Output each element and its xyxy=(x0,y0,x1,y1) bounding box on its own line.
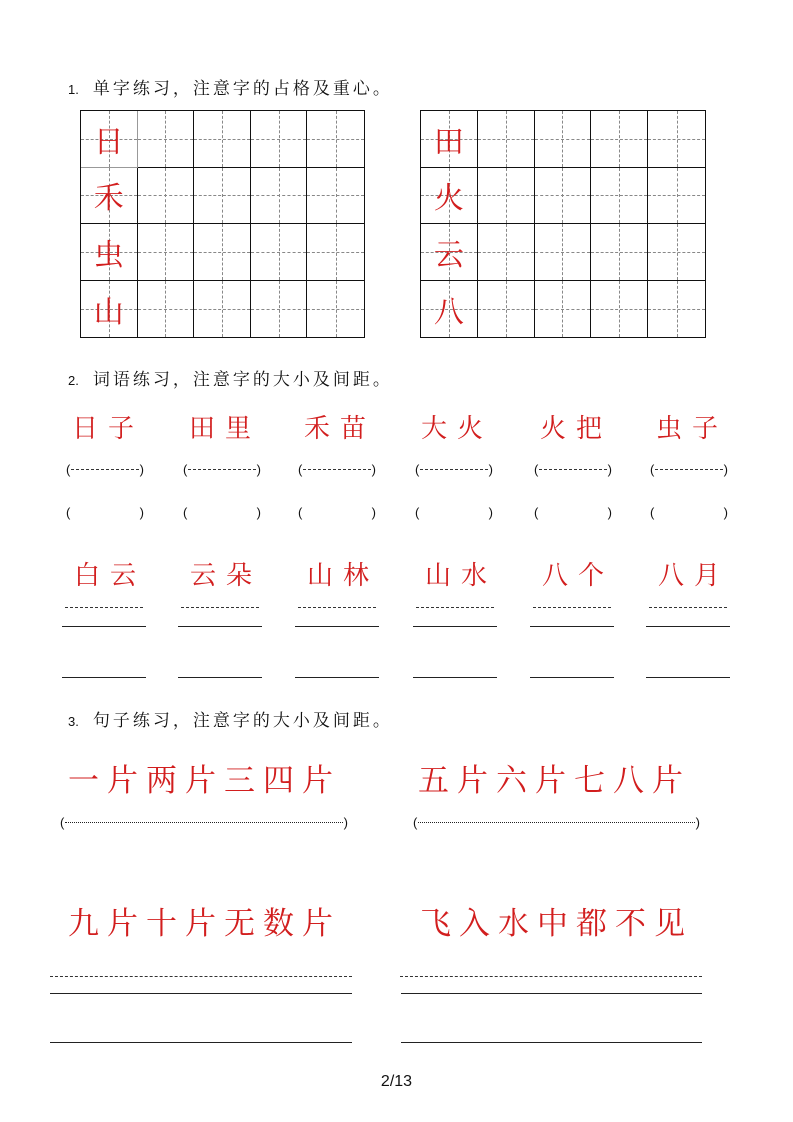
model-char: 山 xyxy=(93,294,124,330)
writing-line[interactable] xyxy=(62,626,146,627)
paren-open: ( xyxy=(66,505,71,520)
paren-close: ) xyxy=(256,505,261,520)
writing-line[interactable] xyxy=(295,677,379,678)
writing-line[interactable] xyxy=(646,626,730,627)
paren-open: ( xyxy=(60,815,65,830)
practice-cell[interactable] xyxy=(251,168,308,225)
writing-line[interactable] xyxy=(530,677,614,678)
practice-cell[interactable] xyxy=(478,111,535,168)
model-char-cell xyxy=(81,224,138,281)
paren-close: ) xyxy=(488,505,493,520)
paren-close: ) xyxy=(371,462,376,477)
writing-line[interactable] xyxy=(62,677,146,678)
practice-cell[interactable] xyxy=(591,111,648,168)
paren-open: ( xyxy=(534,462,539,477)
paren-close: ) xyxy=(343,815,348,830)
pinyin-answer-paren[interactable] xyxy=(534,462,612,477)
practice-cell[interactable] xyxy=(535,168,592,225)
practice-cell[interactable] xyxy=(307,224,364,281)
practice-cell[interactable] xyxy=(591,168,648,225)
practice-cell[interactable] xyxy=(648,281,705,338)
model-char-cell xyxy=(81,281,138,338)
sentence-2: 五片六片七八片 xyxy=(418,763,691,799)
pinyin-answer-paren[interactable] xyxy=(66,462,144,477)
paren-close: ) xyxy=(723,462,728,477)
word-item: 大火 xyxy=(421,414,494,444)
pinyin-answer-paren[interactable] xyxy=(650,462,728,477)
page-number: 2/13 xyxy=(380,1073,413,1090)
section-1-heading xyxy=(68,74,393,99)
sentence-1-answer-paren[interactable] xyxy=(60,815,348,830)
dotted-guide xyxy=(533,607,611,608)
word-item: 白云 xyxy=(74,561,147,591)
writing-line[interactable] xyxy=(295,626,379,627)
sentence-3-writing-line-2[interactable] xyxy=(50,1042,352,1043)
section-1-number: 1. xyxy=(68,82,79,97)
sentence-2-answer-paren[interactable] xyxy=(413,815,700,830)
practice-cell[interactable] xyxy=(194,111,251,168)
model-char: 禾 xyxy=(93,181,124,217)
model-char: 田 xyxy=(433,124,464,160)
model-char-cell xyxy=(81,111,138,168)
practice-cell[interactable] xyxy=(138,168,195,225)
model-char: 八 xyxy=(433,294,464,330)
paren-open: ( xyxy=(298,462,303,477)
practice-cell[interactable] xyxy=(194,224,251,281)
practice-cell[interactable] xyxy=(535,224,592,281)
model-char-cell xyxy=(421,168,478,225)
dotted-guide xyxy=(416,607,494,608)
paren-close: ) xyxy=(139,505,144,520)
model-char: 火 xyxy=(433,181,464,217)
writing-line[interactable] xyxy=(178,626,262,627)
section-2-number: 2. xyxy=(68,373,79,388)
dotted-line xyxy=(188,469,255,470)
answer-paren[interactable] xyxy=(534,505,612,520)
practice-cell[interactable] xyxy=(307,281,364,338)
sentence-4-dotted-guide xyxy=(400,976,702,977)
practice-cell[interactable] xyxy=(648,168,705,225)
section-3-heading xyxy=(68,706,393,731)
paren-open: ( xyxy=(534,505,539,520)
dotted-line xyxy=(420,469,487,470)
paren-close: ) xyxy=(607,462,612,477)
word-item: 八个 xyxy=(542,561,615,591)
dotted-line xyxy=(418,822,694,823)
practice-cell[interactable] xyxy=(307,168,364,225)
model-char: 日 xyxy=(93,124,124,160)
writing-line[interactable] xyxy=(178,677,262,678)
word-item: 田里 xyxy=(189,414,262,444)
paren-close: ) xyxy=(607,505,612,520)
paren-open: ( xyxy=(650,462,655,477)
writing-line[interactable] xyxy=(530,626,614,627)
practice-cell[interactable] xyxy=(648,111,705,168)
word-item: 云朵 xyxy=(190,561,263,591)
paren-close: ) xyxy=(488,462,493,477)
section-3-number: 3. xyxy=(68,714,79,729)
pinyin-answer-paren[interactable] xyxy=(183,462,261,477)
pinyin-answer-paren[interactable] xyxy=(298,462,376,477)
dotted-guide xyxy=(649,607,727,608)
paren-close: ) xyxy=(371,505,376,520)
dotted-guide xyxy=(181,607,259,608)
practice-cell[interactable] xyxy=(138,281,195,338)
word-item: 禾苗 xyxy=(304,414,377,444)
practice-cell[interactable] xyxy=(138,224,195,281)
paren-open: ( xyxy=(66,462,71,477)
paren-open: ( xyxy=(415,462,420,477)
model-char-cell xyxy=(81,168,138,225)
sentence-3: 九片十片无数片 xyxy=(68,906,341,942)
answer-paren[interactable] xyxy=(650,505,728,520)
sentence-3-writing-line-1[interactable] xyxy=(50,993,352,994)
dotted-guide xyxy=(298,607,376,608)
answer-paren[interactable] xyxy=(66,505,144,520)
section-2-title: 词语练习，注意字的大小及间距。 xyxy=(92,370,393,390)
paren-open: ( xyxy=(183,505,188,520)
section-3-title: 句子练习，注意字的大小及间距。 xyxy=(92,711,393,731)
paren-open: ( xyxy=(650,505,655,520)
paren-close: ) xyxy=(256,462,261,477)
answer-paren[interactable] xyxy=(183,505,261,520)
paren-close: ) xyxy=(139,462,144,477)
tianzige-grid-right xyxy=(420,110,706,338)
answer-paren[interactable] xyxy=(415,505,493,520)
word-item: 山水 xyxy=(425,561,498,591)
section-1-title: 单字练习，注意字的占格及重心。 xyxy=(92,79,393,99)
practice-cell[interactable] xyxy=(307,111,364,168)
word-item: 八月 xyxy=(658,561,731,591)
practice-cell[interactable] xyxy=(194,281,251,338)
practice-cell[interactable] xyxy=(478,168,535,225)
practice-cell[interactable] xyxy=(138,111,195,168)
dotted-line xyxy=(655,469,722,470)
model-char-cell xyxy=(421,224,478,281)
writing-line[interactable] xyxy=(646,677,730,678)
practice-cell[interactable] xyxy=(478,224,535,281)
dotted-guide xyxy=(65,607,143,608)
section-2-heading xyxy=(68,365,393,390)
writing-line[interactable] xyxy=(413,626,497,627)
paren-open: ( xyxy=(415,505,420,520)
practice-cell[interactable] xyxy=(251,111,308,168)
paren-open: ( xyxy=(298,505,303,520)
dotted-line xyxy=(65,822,342,823)
practice-cell[interactable] xyxy=(535,111,592,168)
practice-cell[interactable] xyxy=(194,168,251,225)
model-char-cell xyxy=(421,111,478,168)
practice-cell[interactable] xyxy=(251,281,308,338)
model-char: 虫 xyxy=(93,237,124,273)
word-item: 火把 xyxy=(540,414,613,444)
dotted-line xyxy=(303,469,370,470)
paren-close: ) xyxy=(695,815,700,830)
tianzige-grid-left xyxy=(80,110,365,338)
dotted-line xyxy=(539,469,606,470)
practice-cell[interactable] xyxy=(591,281,648,338)
practice-cell[interactable] xyxy=(591,224,648,281)
word-item: 虫子 xyxy=(656,414,729,444)
practice-cell[interactable] xyxy=(478,281,535,338)
sentence-4-writing-line-1[interactable] xyxy=(401,993,702,994)
model-char-cell xyxy=(421,281,478,338)
writing-line[interactable] xyxy=(413,677,497,678)
sentence-1: 一片两片三四片 xyxy=(68,763,341,799)
sentence-4-writing-line-2[interactable] xyxy=(401,1042,702,1043)
answer-paren[interactable] xyxy=(298,505,376,520)
practice-cell[interactable] xyxy=(535,281,592,338)
word-item: 山林 xyxy=(307,561,380,591)
practice-cell[interactable] xyxy=(648,224,705,281)
practice-cell[interactable] xyxy=(251,224,308,281)
dotted-line xyxy=(71,469,138,470)
pinyin-answer-paren[interactable] xyxy=(415,462,493,477)
paren-open: ( xyxy=(183,462,188,477)
sentence-4: 飞入水中都不见 xyxy=(420,906,693,942)
model-char: 云 xyxy=(433,237,464,273)
paren-open: ( xyxy=(413,815,418,830)
sentence-3-dotted-guide xyxy=(50,976,352,977)
word-item: 日子 xyxy=(72,414,145,444)
paren-close: ) xyxy=(723,505,728,520)
